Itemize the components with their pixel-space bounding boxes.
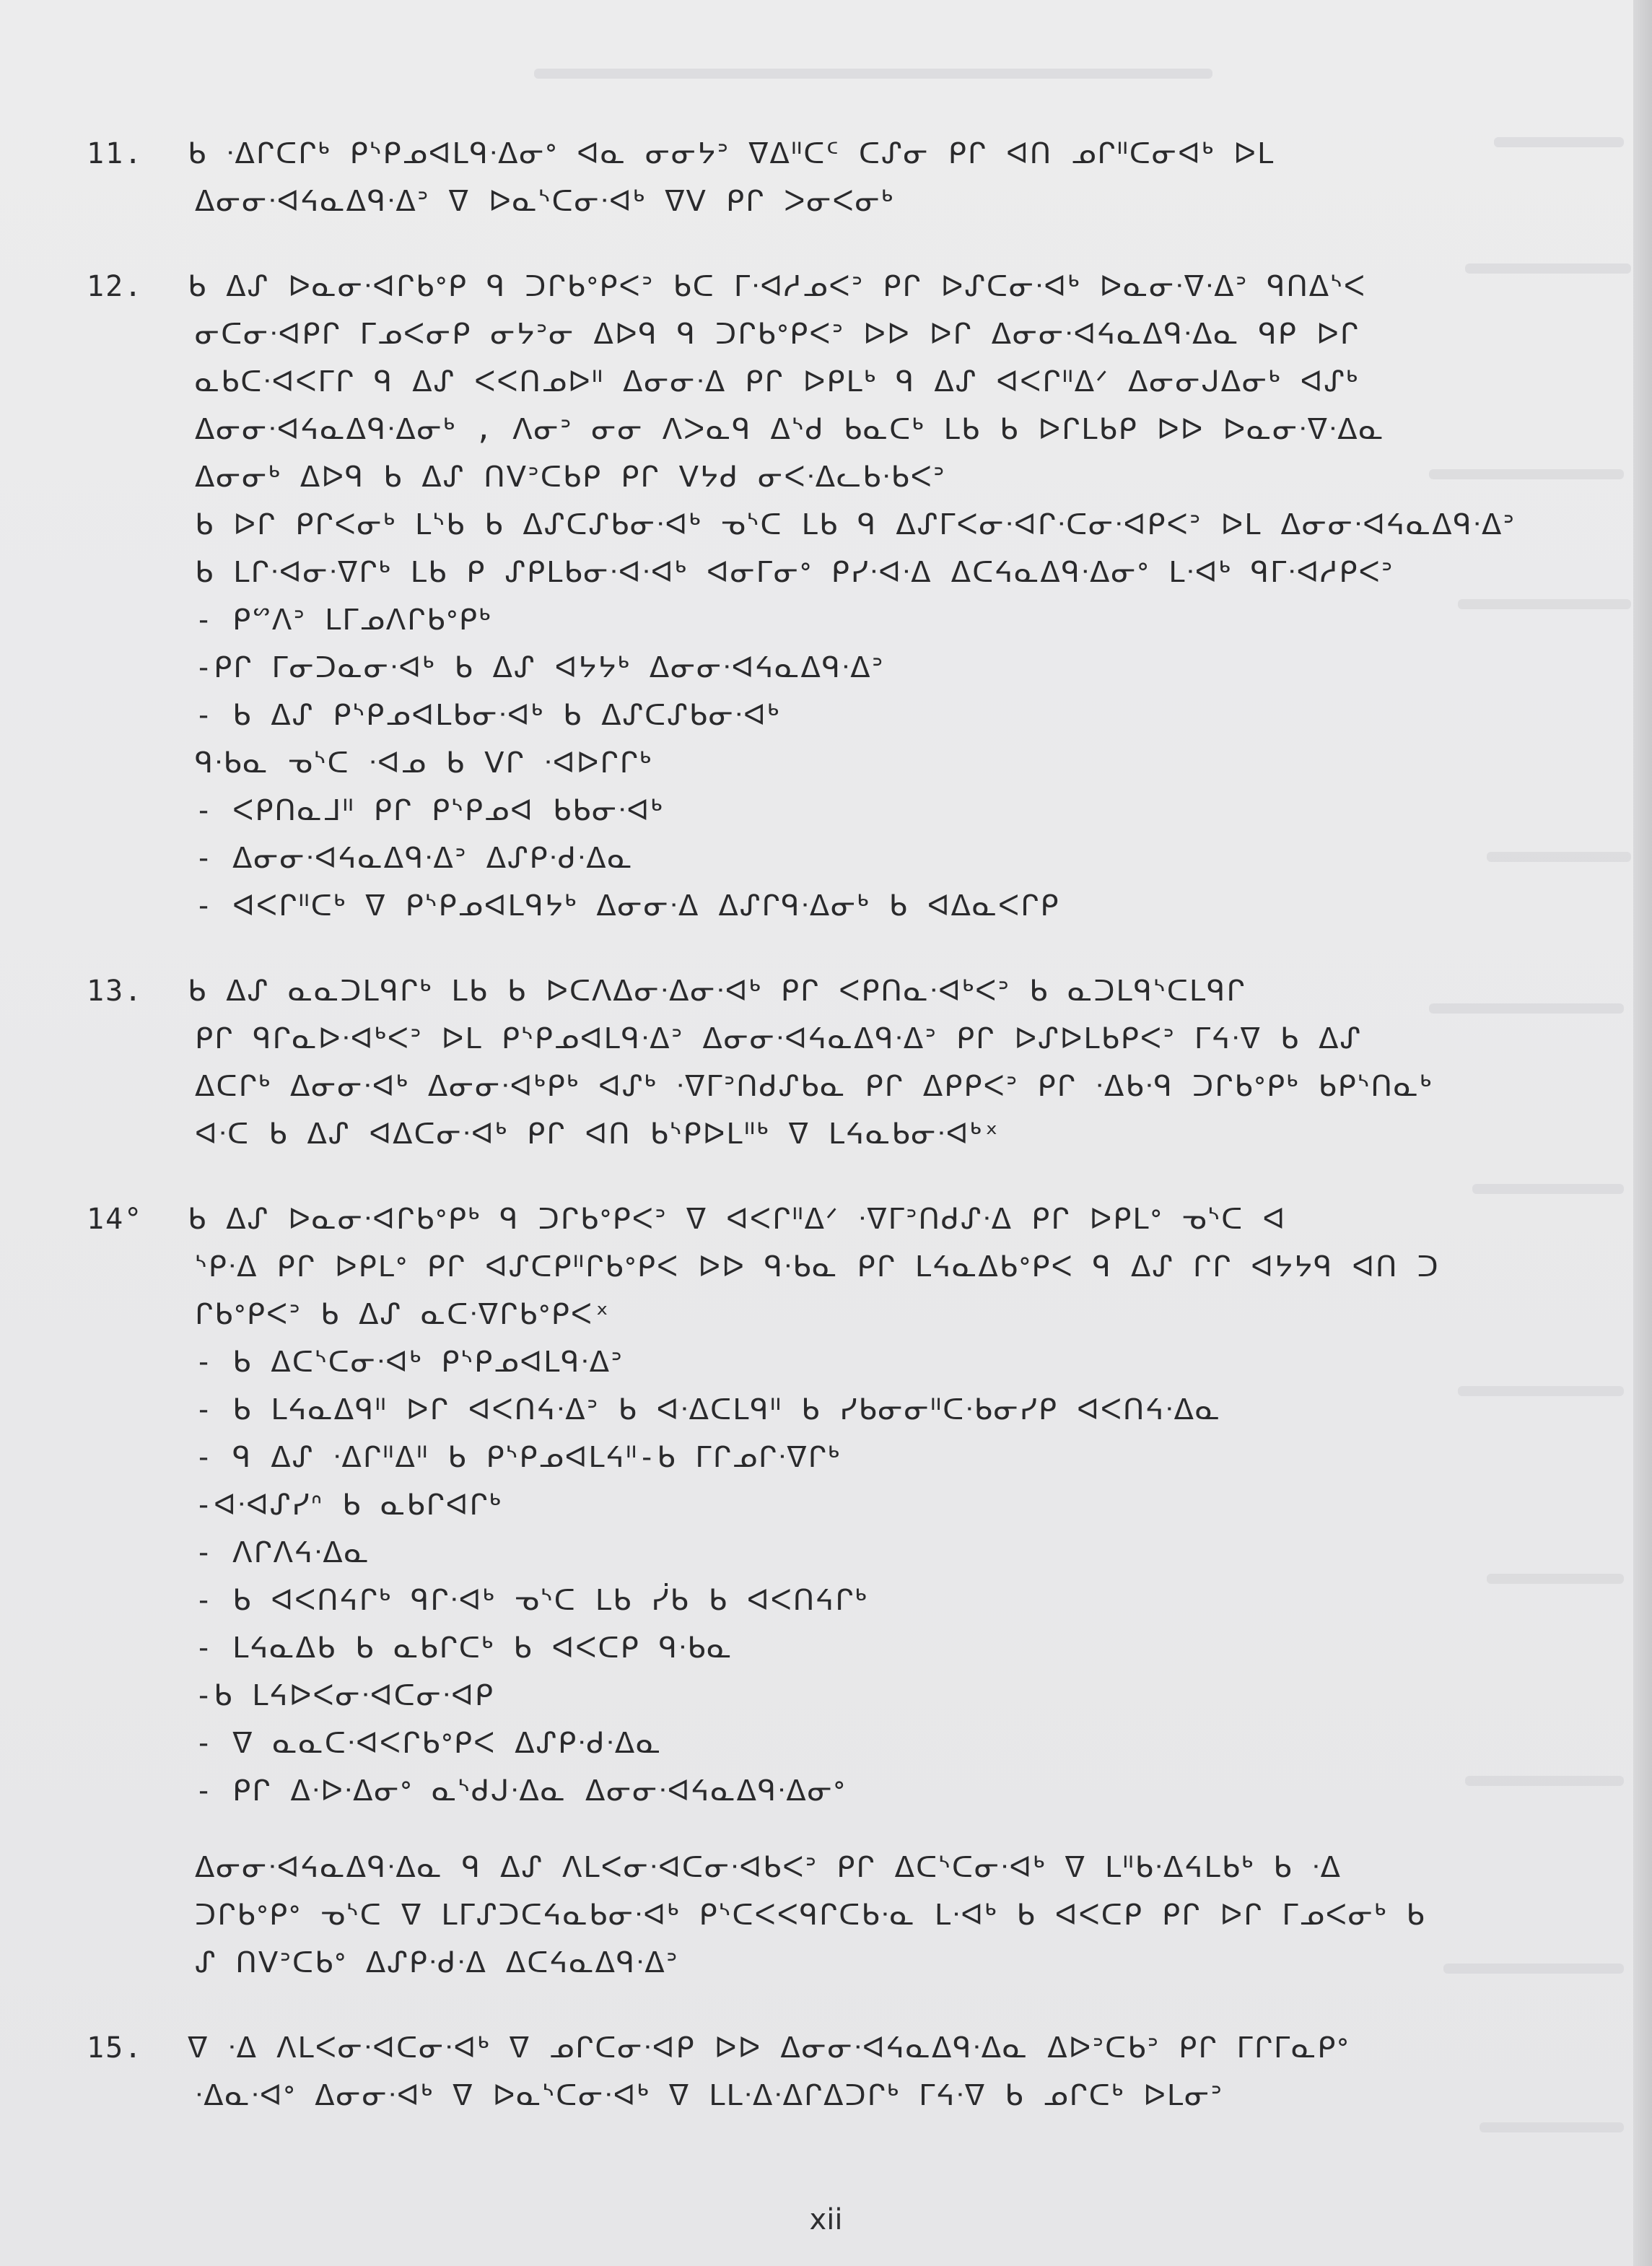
section-number: 15. [87, 2031, 144, 2065]
section-13 [87, 967, 1588, 1158]
line-text: ᐁ ᐧᐃ ᐱᒪᐸᓂᐧᐊᑕᓂᐧᐊᒃ ᐁ ᓄᒋᑕᓂᐧᐊᑭ ᐅᐅ ᐃᓂᓂᐧᐊᔦᓇᐃᑫᐧᐃᓇ ᐃᐅᐣᑕᑲᐣ ᑭᒋ ᒥᒋᒥᓇᑭᐤ [188, 2031, 1350, 2065]
text-line: ᐃᓂᓂᐧᐊᔦᓇᐃᑫᐧᐃᓂᒃ , ᐱᓂᐣ ᓂᓂ ᐱᐳᓇᑫ ᐃᔅᑯ ᑲᓇᑕᒃ ᒪᑲ ᑲ ᐅᒋᒪᑲᑭ ᐅᐅ ᐅᓇᓂᐧᐁᐧᐃᓇ [195, 413, 1385, 446]
text-line: ᐧᐃᓇᐧᐊᐤ ᐃᓂᓂᐧᐊᒃ ᐁ ᐅᓇᔅᑕᓂᐧᐊᒃ ᐁ ᒪᒪᐧᐃᐧᐃᒋᐃᑐᒋᒃ ᒥᔦᐧᐁ ᑲ ᓄᒋᑕᒃ ᐅᒪᓂᐣ [195, 2079, 1223, 2112]
page-edge [1633, 0, 1652, 2266]
text-line: ᓇᑲᑕᐧᐊᐸᒥᒋ ᑫ ᐃᔑ ᐸᐸᑎᓄᐅᐦ ᐃᓂᓂᐧᐃ ᑭᒋ ᐅᑭᒪᒃ ᑫ ᐃᔑ ᐊᐸᒋᐦᐃᐟ ᐃᓂᓂᒍᐃᓂᒃ ᐊᔑᒃ [195, 365, 1360, 398]
list-item: -ᐊᐧᐊᔑᓯᐢ ᑲ ᓇᑲᒋᐊᒋᒃ [195, 1489, 502, 1522]
section-number: 14° [87, 1203, 144, 1236]
text-line: ᔅᑭᐧᐃ ᑭᒋ ᐅᑭᒪᐤ ᑭᒋ ᐊᔑᑕᑭᐦᒋᑲᐤᑭᐸ ᐅᐅ ᑫᐧᑲᓇ ᑭᒋ ᒪᔦᓇᐃᑲᐤᑭᐸ ᑫ ᐃᔑ ᒋᒋ ᐊᔭᔭᑫ ᐊᑎ ᑐ [195, 1250, 1440, 1284]
text-line [87, 2024, 1588, 2072]
list-item: - ᐊᐸᒋᐦᑕᒃ ᐁ ᑭᔅᑭᓄᐊᒪᑫᔭᒃ ᐃᓂᓂᐧᐃ ᐃᔑᒋᑫᐧᐃᓂᒃ ᑲ ᐊᐃᓇᐸᒋᑭ [195, 889, 1060, 923]
line-text: ᑲ ᐧᐃᒋᑕᒋᒃ ᑭᔅᑭᓄᐊᒪᑫᐧᐃᓂᐤ ᐊᓇ ᓂᓂᔭᐣ ᐁᐃᐦᑕᑦ ᑕᔑᓂ ᑭᒋ ᐊᑎ ᓄᒋᐦᑕᓂᐊᒃ ᐅᒪ [188, 137, 1275, 170]
text-line: ᓂᑕᓂᐧᐊᑭᒋ ᒥᓄᐸᓂᑭ ᓂᔭᐣᓂ ᐃᐅᑫ ᑫ ᑐᒋᑲᐤᑭᐸᐣ ᐅᐅ ᐅᒋ ᐃᓂᓂᐧᐊᔦᓇᐃᑫᐧᐃᓇ ᑫᑭ ᐅᒋ [195, 318, 1360, 351]
line-text: ᑲ ᐃᔑ ᐅᓇᓂᐧᐊᒋᑲᐤᑭ ᑫ ᑐᒋᑲᐤᑭᐸᐣ ᑲᑕ ᒥᐧᐊᓱᓄᐸᐣ ᑭᒋ ᐅᔑᑕᓂᐧᐊᒃ ᐅᓇᓂᐧᐁᐧᐃᐣ ᑫᑎᐃᔅᐸ [188, 270, 1367, 303]
line-text: ᑲ ᐃᔑ ᓇᓇᑐᒪᑫᒋᒃ ᒪᑲ ᑲ ᐅᑕᐱᐃᓂᐧᐃᓂᐧᐊᒃ ᑭᒋ ᐸᑭᑎᓇᐧᐊᒃᐸᐣ ᑲ ᓇᑐᒪᑫᔅᑕᒪᑫᒋ [188, 975, 1246, 1008]
list-item: -ᑲ ᒪᔦᐅᐸᓂᐧᐊᑕᓂᐧᐊᑭ [195, 1679, 495, 1712]
section-11 [87, 130, 1588, 225]
section-number: 11. [87, 137, 144, 170]
list-item: - ᑲ ᒪᔦᓇᐃᑫᐦ ᐅᒋ ᐊᐸᑎᔦᐧᐃᐣ ᑲ ᐊᐧᐃᑕᒪᑫᐦ ᑲ ᓯᑲᓂᓂᐦᑕᐧᑲᓂᓯᑭ ᐊᐸᑎᔦᐧᐃᓇ [195, 1393, 1222, 1426]
text-line: ᑲ ᐅᒋ ᑭᒋᐸᓂᒃ ᒪᔅᑲ ᑲ ᐃᔑᑕᔑᑲᓂᐧᐊᒃ ᓀᔅᑕ ᒪᑲ ᑫ ᐃᔑᒥᐸᓂᐧᐊᒋᐧᑕᓂᐧᐊᑭᐸᐣ ᐅᒪ ᐃᓂᓂᐧᐊᔦᓇᐃᑫᐧᐃᐣ [195, 508, 1516, 541]
list-item: - ᐸᑭᑎᓇᒧᐦ ᑭᒋ ᑭᔅᑭᓄᐊ ᑲᑲᓂᐧᐊᒃ [195, 794, 664, 827]
line-text: ᑲ ᐃᔑ ᐅᓇᓂᐧᐊᒋᑲᐤᑭᒃ ᑫ ᑐᒋᑲᐤᑭᐸᐣ ᐁ ᐊᐸᒋᐦᐃᐟ ᐧᐁᒥᐣᑎᑯᔑᐧᐃ ᑭᒋ ᐅᑭᒪᐤ ᓀᔅᑕ ᐊ [188, 1203, 1287, 1236]
text-line [87, 967, 1588, 1015]
text-line: ᐃᓂᓂᐧᐊᔦᓇᐃᑫᐧᐃᓇ ᑫ ᐃᔑ ᐱᒪᐸᓂᐧᐊᑕᓂᐧᐊᑲᐸᐣ ᑭᒋ ᐃᑕᔅᑕᓂᐧᐊᒃ ᐁ ᒪᐦᑲᐧᐃᔦᒪᑲᒃ ᑲ ᐧᐃ [195, 1851, 1342, 1884]
text-line: ᒋᑲᐤᑭᐸᐣ ᑲ ᐃᔑ ᓇᑕᐧᐁᒋᑲᐤᑭᐸˣ [195, 1298, 613, 1331]
text-line [87, 263, 1588, 310]
section-number: 12. [87, 270, 144, 303]
text-line: ᑐᒋᑲᐤᑭᐤ ᓀᔅᑕ ᐁ ᒪᒥᔑᑐᑕᔦᓇᑲᓂᐧᐊᒃ ᑭᔅᑕᐸᐸᑫᒋᑕᑲᐧᓇ ᒪᐧᐊᒃ ᑲ ᐊᐸᑕᑭ ᑭᒋ ᐅᒋ ᒥᓄᐸᓂᒃ ᑲ [195, 1899, 1426, 1932]
list-item: ᑫᐧᑲᓇ ᓀᔅᑕ ᐧᐊᓄ ᑲ ᐯᒋ ᐧᐊᐅᒋᒋᒃ [195, 746, 652, 780]
text-line: ᑭᒋ ᑫᒋᓇᐅᐧᐊᒃᐸᐣ ᐅᒪ ᑭᔅᑭᓄᐊᒪᑫᐧᐃᐣ ᐃᓂᓂᐧᐊᔦᓇᐃᑫᐧᐃᐣ ᑭᒋ ᐅᔑᐅᒪᑲᑭᐸᐣ ᒥᔦᐧᐁ ᑲ ᐃᔑ [195, 1022, 1362, 1055]
text-line: ᐃᓂᓂᐧᐊᔦᓇᐃᑫᐧᐃᐣ ᐁ ᐅᓇᔅᑕᓂᐧᐊᒃ ᐁᐯ ᑭᒋ ᐳᓂᐸᓂᒃ [195, 185, 895, 218]
list-item: - ᒪᔦᓇᐃᑲ ᑲ ᓇᑲᒋᑕᒃ ᑲ ᐊᐸᑕᑭ ᑫᐧᑲᓇ [195, 1631, 733, 1665]
list-item: - ᑲ ᐊᐸᑎᔦᒋᒃ ᑫᒋᐧᐊᒃ ᓀᔅᑕ ᒪᑲ ᓰᑲ ᑲ ᐊᐸᑎᔦᒋᒃ [195, 1584, 868, 1617]
text-line: ᐊᐧᑕ ᑲ ᐃᔑ ᐊᐃᑕᓂᐧᐊᒃ ᑭᒋ ᐊᑎ ᑲᔅᑭᐅᒪᐦᒃ ᐁ ᒪᔦᓇᑲᓂᐧᐊᒃˣ [195, 1117, 1002, 1151]
list-item: - ᑭᒋ ᐃᐧᐅᐧᐃᓂᐤ ᓇᔅᑯᒍᐧᐃᓇ ᐃᓂᓂᐧᐊᔦᓇᐃᑫᐧᐃᓂᐤ [195, 1774, 847, 1808]
list-item: -ᑭᒋ ᒥᓂᑐᓇᓂᐧᐊᒃ ᑲ ᐃᔑ ᐊᔭᔭᒃ ᐃᓂᓂᐧᐊᔦᓇᐃᑫᐧᐃᐣ [195, 651, 885, 684]
text-line: ᔑ ᑎᐯᐣᑕᑲᐤ ᐃᔑᑭᐧᑯᐧᐃ ᐃᑕᔦᓇᐃᑫᐧᐃᐣ [195, 1946, 679, 1979]
list-item: - ᑲ ᐃᔑ ᑭᔅᑭᓄᐊᒪᑲᓂᐧᐊᒃ ᑲ ᐃᔑᑕᔑᑲᓂᐧᐊᒃ [195, 699, 781, 732]
list-item: - ᑲ ᐃᑕᔅᑕᓂᐧᐊᒃ ᑭᔅᑭᓄᐊᒪᑫᐧᐃᐣ [195, 1346, 624, 1379]
section-12 [87, 263, 1588, 930]
list-item: - ᐃᓂᓂᐧᐊᔦᓇᐃᑫᐧᐃᐣ ᐃᔑᑭᐧᑯᐧᐃᓇ [195, 842, 634, 875]
list-item: - ᐁ ᓇᓇᑕᐧᐊᐸᒋᑲᐤᑭᐸ ᐃᔑᑭᐧᑯᐧᐃᓇ [195, 1727, 663, 1760]
page-number: xii [809, 2203, 843, 2236]
list-item: - ᑭᔥᐱᐣ ᒪᒥᓄᐱᒋᑲᐤᑭᒃ [195, 603, 492, 637]
text-line [87, 1195, 1588, 1243]
list-item: - ᐱᒋᐱᔦᐧᐃᓇ [195, 1536, 370, 1569]
document-body [87, 130, 1588, 2157]
text-line: ᑲ ᒪᒋᐧᐊᓂᐧᐁᒋᒃ ᒪᑲ ᑭ ᔑᑭᒪᑲᓂᐧᐊᐧᐊᒃ ᐊᓂᒥᓂᐤ ᑭᓯᐧᐊᐧᐃ ᐃᑕᔦᓇᐃᑫᐧᐃᓂᐤ ᒪᐧᐊᒃ ᑫᒥᐧᐊᓱᑭᐸᐣ [195, 556, 1394, 589]
section-14 [87, 1195, 1588, 1987]
section-number: 13. [87, 975, 144, 1008]
section-15 [87, 2024, 1588, 2119]
text-line: ᐃᑕᒋᒃ ᐃᓂᓂᐧᐊᒃ ᐃᓂᓂᐧᐊᒃᑭᒃ ᐊᔑᒃ ᐧᐁᒥᐣᑎᑯᔑᑲᓇ ᑭᒋ ᐃᑭᑭᐸᐣ ᑭᒋ ᐧᐃᑲᐧᑫ ᑐᒋᑲᐤᑭᒃ ᑲᑭᔅᑎᓇᒃ [195, 1070, 1433, 1103]
list-item: - ᑫ ᐃᔑ ᐧᐃᒋᐦᐃᐦ ᑲ ᑭᔅᑭᓄᐊᒪᔦᐦ-ᑲ ᒥᒋᓄᒋᐧᐁᒋᒃ [195, 1441, 842, 1474]
text-line: ᐃᓂᓂᒃ ᐃᐅᑫ ᑲ ᐃᔑ ᑎᐯᐣᑕᑲᑭ ᑭᒋ ᐯᔭᑯ ᓂᐸᐧᐃᓚᑲᐧᑲᐸᐣ [195, 461, 946, 494]
text-line [87, 130, 1588, 178]
